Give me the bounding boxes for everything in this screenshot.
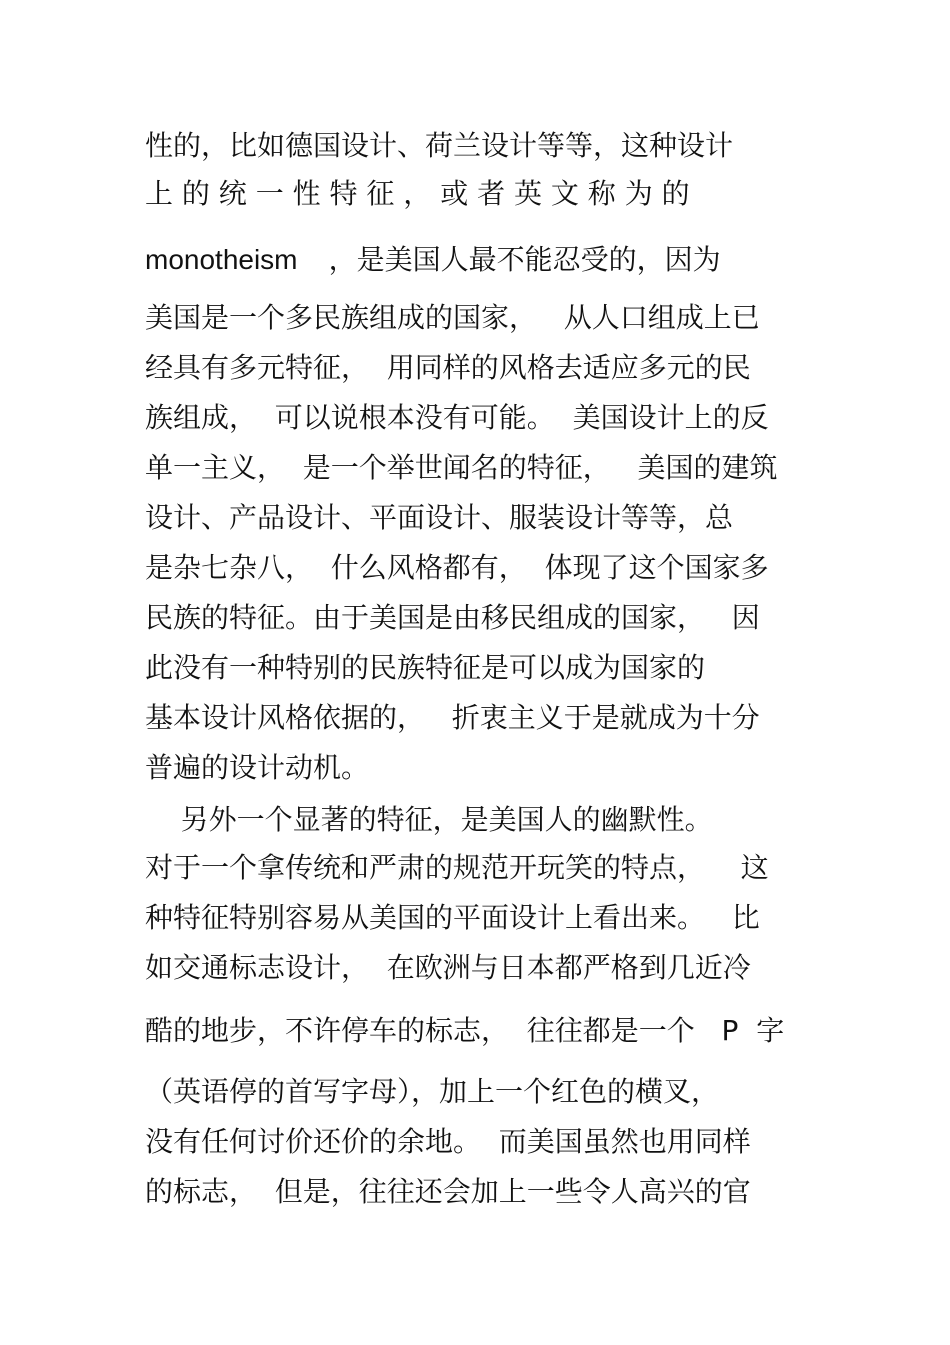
text-line: 对于一个拿传统和严肃的规范开玩笑的特点， 这 [145, 851, 769, 884]
text-line: 普遍的设计动机。 [145, 751, 370, 784]
text-line: 是杂七杂八， 什么风格都有， 体现了这个国家多 [145, 551, 769, 584]
text-line: 没有任何讨价还价的余地。 而美国虽然也用同样 [145, 1125, 751, 1158]
text-line: 种特征特别容易从美国的平面设计上看出来。 比 [145, 901, 760, 934]
text-line: 设计、产品设计、平面设计、服装设计等等，总 [145, 501, 734, 534]
text-line: 此没有一种特别的民族特征是可以成为国家的 [145, 651, 706, 684]
text-line: 如交通标志设计， 在欧洲与日本都严格到几近冷 [145, 951, 751, 984]
text-line: 经具有多元特征， 用同样的风格去适应多元的民 [145, 351, 751, 384]
text-line: 性的，比如德国设计、荷兰设计等等，这种设计 [145, 129, 734, 162]
text-line: monotheism ，是美国人最不能忍受的，因为 [145, 244, 721, 275]
text-line: 单一主义， 是一个举世闻名的特征， 美国的建筑 [145, 451, 778, 484]
text-line: （英语停的首写字母），加上一个红色的横叉， [145, 1075, 720, 1108]
text-line: 上 的 统 一 性 特 征 ， 或 者 英 文 称 为 的 [145, 177, 690, 210]
text-line: 民族的特征。由于美国是由移民组成的国家， 因 [145, 601, 760, 634]
text-line: 美国是一个多民族组成的国家， 从人口组成上已 [145, 301, 760, 334]
text-line: 基本设计风格依据的， 折衷主义于是就成为十分 [145, 701, 760, 734]
text-line: 酷的地步，不许停车的标志， 往往都是一个 P 字 [145, 1014, 785, 1047]
text-line: 族组成， 可以说根本没有可能。 美国设计上的反 [145, 401, 769, 434]
text-line: 的标志， 但是，往往还会加上一些令人高兴的官 [145, 1175, 751, 1208]
paragraph-first-line: 另外一个显著的特征，是美国人的幽默性。 [145, 803, 713, 836]
